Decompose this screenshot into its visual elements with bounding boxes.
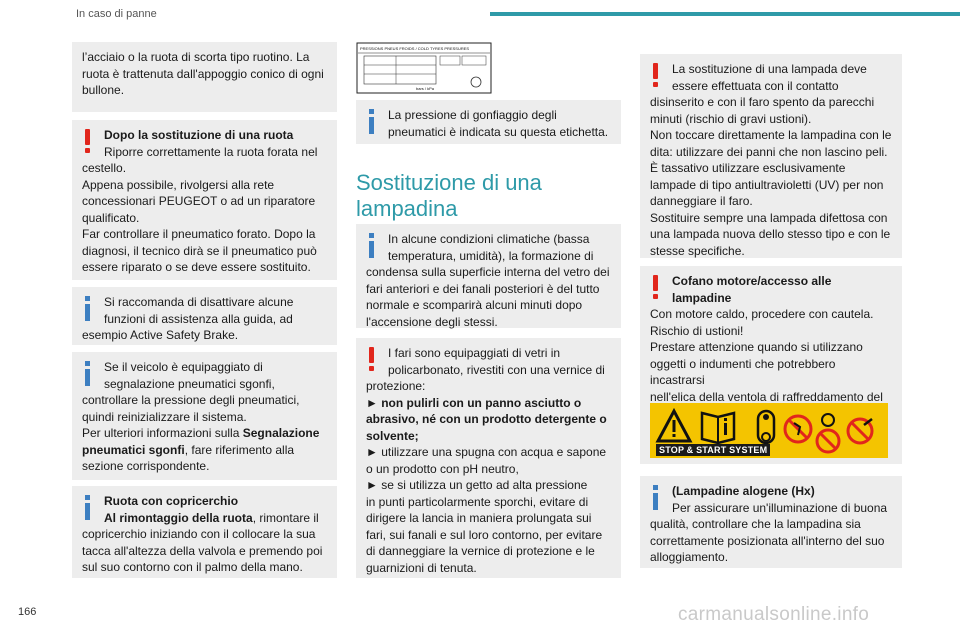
text-line: temperatura, umidità), la formazione di [388,248,594,263]
text-line: stesse specifiche. [650,243,745,258]
stop-start-system-label: STOP & START SYSTEM [656,444,770,456]
tyre-label-header: PRESSIONS PNEUS FROIDS / COLD TYRES PRESSURES [360,46,470,51]
text-line: di danneggiare la vernice di protezione e le [366,544,595,558]
text-line: quindi reinizializzare il sistema. [82,409,247,424]
text-line: ► se si utilizza un getto ad alta pressione [366,478,588,492]
text-span: Per ulteriori informazioni sulla [82,426,243,440]
text-line: ► utilizzare una spugna con acqua e sapone [366,445,607,459]
text-line: La pressione di gonfiaggio degli [388,108,557,122]
text-line: funzioni di assistenza alla guida, ad [104,311,293,326]
header-accent-bar [490,12,960,16]
no-hands-icon [785,416,811,442]
text-line: controllare la pressione degli pneumatici, [82,393,300,407]
warning-icon [82,129,92,155]
text-line: dita: utilizzare dei panni che non lascino peli. [650,144,888,159]
page-number: 166 [18,606,37,618]
info-icon [82,296,92,322]
bold-line: solvente; [366,428,419,443]
text-line: Far controllare il pneumatico forato. Dopo la [82,227,316,241]
text-span: , rimontare il [252,510,319,525]
text-line: Prestare attenzione quando si utilizzano [650,340,863,354]
text-span: , fare riferimento alla [184,442,295,457]
info-box-tyre-pressure [72,352,337,480]
box-title: Cofano motore/accesso alle [672,274,832,288]
text-line: Con motore caldo, procedere con cautela. [650,307,874,321]
section-title-line: lampadina [356,196,458,221]
fan-belt-icon [758,411,774,443]
text-line: Riporre correttamente la ruota forata nel [104,144,318,159]
text-line: lampade di tipo antiultravioletti (UV) per non [650,177,884,192]
text-line: alloggiamento. [650,550,729,564]
text-line: esempio Active Safety Brake. [82,328,239,342]
stop-start-warning-sign [650,403,888,458]
text-line: Non toccare direttamente la lampadina con le [650,128,892,142]
box-title: (Lampadine alogene (Hx) [672,484,815,498]
bold-line: abrasivo, né con un prodotto detergente o [366,412,607,426]
warning-icon [650,63,660,89]
continuation-box [72,42,337,112]
text-line: condensa sulla superficie interna del vetro dei [366,265,610,279]
warning-box-bulb-replacement [640,54,902,258]
text-line: nell'elica della ventola di raffreddamento del [650,389,883,404]
box-title: Dopo la sostituzione di una ruota [104,128,294,142]
info-icon [366,233,376,259]
text-line: correttamente posizionata all'interno del suo [650,533,885,548]
info-icon [366,109,376,135]
text-line: protezione: [366,379,426,393]
text-line: policarbonato, rivestiti con una vernice di [388,362,605,377]
warning-icon [650,275,660,301]
text-line: Se il veicolo è equipaggiato di [104,360,263,374]
text-line: concessionari PEUGEOT o ad un riparatore [82,194,316,208]
text-line: oggetti o indumenti che potrebbero incastrarsi [650,356,836,387]
bold-line: ► non pulirli con un panno asciutto o [366,395,582,410]
text-line: qualità, controllare che la lampadina sia [650,517,861,531]
text-line: essere riparato o se deve essere sostituito. [82,260,311,274]
text-line: tacca all'altezza della valvola e premendo poi [82,543,323,558]
info-icon [82,495,92,521]
text-line: Per assicurare un'illuminazione di buona [672,500,888,515]
text-line: Si raccomanda di disattivare alcune [104,295,294,309]
text-line: disinserito e con il faro spento da parecchi [650,95,875,109]
bold-span: Segnalazione [242,426,320,440]
tyre-pressure-label-image [356,42,492,94]
text-line: Sostituire sempre una lampada difettosa con [650,210,888,225]
text-line: bullone. [82,83,125,97]
text-line: In alcune condizioni climatiche (bassa [388,232,590,246]
bold-span: Al rimontaggio della ruota [104,510,253,525]
text-line: pneumatici è indicata su questa etichetta. [388,124,609,139]
tyre-label-units: bars / kPa [416,86,435,91]
bold-span: pneumatici sgonfi [82,442,185,457]
header-title: In caso di panne [76,8,157,20]
text-line: segnalazione pneumatici sgonfi, [104,376,275,391]
text-line: minuti (rischio di gravi ustioni). [650,111,812,126]
warning-box-wheel-change [72,120,337,280]
watermark: carmanualsonline.info [678,604,870,625]
text-line: sul suo contorno con il palmo della mano. [82,560,303,574]
text-line: La sostituzione di una lampada deve [672,62,867,76]
section-title-line: Sostituzione di una [356,170,542,195]
no-fan-contact-icon [848,419,872,443]
info-box-driving-aids [72,287,337,345]
section-title [356,170,542,222]
box-title: lampadine [672,290,732,305]
text-line: È tassativo utilizzare esclusivamente [650,161,846,175]
text-line: copricerchio iniziando con il collocare la sua [82,527,316,541]
text-line: essere effettuata con il contatto [672,78,839,93]
box-title: Ruota con copricerchio [104,494,239,508]
text-line: Appena possibile, rivolgersi alla rete [82,177,275,192]
text-line: ruota è trattenuta dall'appoggio conico di ogni [82,66,324,81]
info-icon [82,361,92,387]
info-box-hubcap [72,486,337,578]
text-line: l’acciaio o la ruota di scorta tipo ruotino. La [82,50,310,64]
text-line: cestello. [82,161,127,175]
info-box-halogen [640,476,902,568]
text-line: I fari sono equipaggiati di vetri in [388,346,561,360]
info-box-tyre-label [356,100,621,144]
text-line: guarnizioni di tenuta. [366,560,477,575]
text-line: diagnosi, il tecnico dirà se il pneumatico può [82,243,317,258]
warning-icon [366,347,376,373]
text-line: fari anteriori e dei fanali posteriori è del tutto [366,281,600,296]
caution-triangle-icon [658,411,690,441]
text-line: dirigere la lancia in maniera prolungata sui [366,511,592,525]
text-line: qualificato. [82,210,140,225]
text-line: danneggiare il faro. [650,194,753,208]
text-line: l'accensione degli stessi. [366,314,498,329]
text-line: Rischio di ustioni! [650,323,744,338]
text-line: o un prodotto con pH neutro, [366,461,519,476]
text-line: una lampada nuova dello stesso tipo e con le [650,227,891,241]
info-box-condensation [356,224,621,328]
manual-book-icon [702,413,734,443]
text-line: in punti particolarmente sporchi, evitare di [366,494,589,509]
no-tie-icon [817,414,839,452]
text-line: fari, sui fanali e sul loro contorno, per evitare [366,527,603,542]
info-icon [650,485,660,511]
text-line: normale e scomparirà alcuni minuti dopo [366,298,583,312]
warning-box-polycarbonate [356,338,621,578]
text-line: sezione corrispondente. [82,459,210,473]
